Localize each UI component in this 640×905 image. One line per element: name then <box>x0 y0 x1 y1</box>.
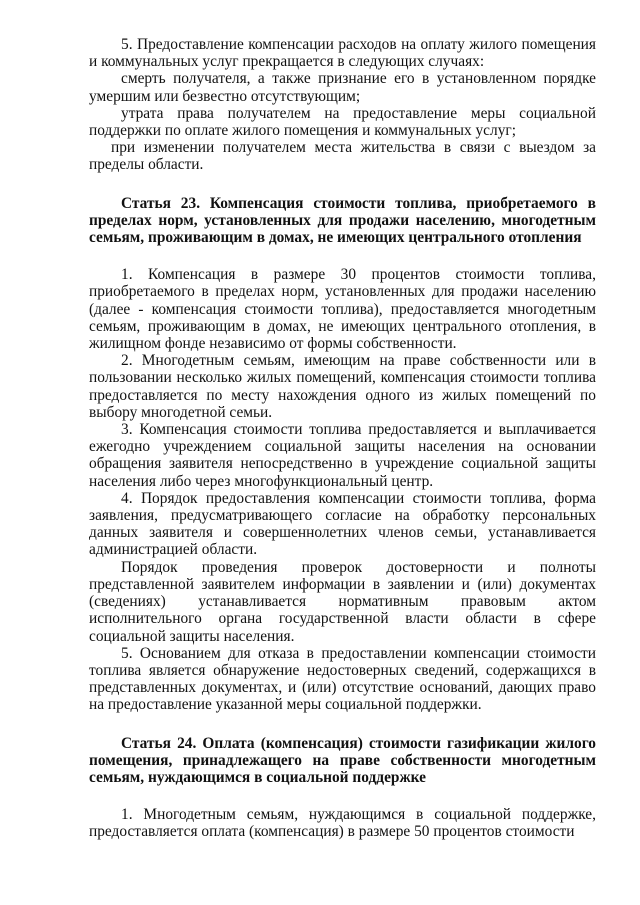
article-23-paragraph-5: 5. Основанием для отказа в предоставлении компенсации стоимости топлива является обнаружение недостоверных сведений, содержащихся в представленных документах, и (или) отсутствие оснований, дающих право на предоставление указанной меры социальной поддержки. <box>89 644 596 714</box>
spacer <box>89 714 596 735</box>
article-23-paragraph-2: 2. Многодетным семьям, имеющим на праве собственности или в пользовании несколько жилых помещений, компенсация стоимости топлива предоставляется по месту нахождения одного из жилых помещений по выбору многодетной семьи. <box>89 352 596 421</box>
article-23-paragraph-3: 3. Компенсация стоимости топлива предоставляется и выплачивается ежегодно учреждением социальной защиты населения на основании обращения заявителя непосредственно в учреждение социальной защиты населения либо через многофункциональный центр. <box>89 421 596 490</box>
spacer <box>89 786 596 806</box>
article-24-paragraph-1: 1. Многодетным семьям, нуждающимся в социальной поддержке, предоставляется оплата (компенсация) в размере 50 процентов стоимости <box>89 806 596 841</box>
intro-case-relocation: при изменении получателем места жительства в связи с выездом за пределы области. <box>89 139 596 174</box>
article-23-paragraph-4: 4. Порядок предоставления компенсации стоимости топлива, форма заявления, предусматривающего согласие на обработку персональных данных заявителя и совершеннолетних членов семьи, устанавливается администрацией области. <box>89 489 596 559</box>
article-24-body <box>89 806 596 840</box>
intro-case-death: смерть получателя, а также признание его в установленном порядке умершим или безвестно отсутствующим; <box>89 70 596 105</box>
article-23-paragraph-1: 1. Компенсация в размере 30 процентов стоимости топлива, приобретаемого в пределах норм, установленных для продажи населению (далее - компенсация стоимости топлива), предоставляется многодетным семьям, проживающим в домах, не имеющих центрального отопления, в жилищном фонде независимо от формы собственности. <box>89 266 596 353</box>
spacer <box>89 246 596 266</box>
article-23-heading: Статья 23. Компенсация стоимости топлива, приобретаемого в пределах норм, установленных для продажи населению, многодетным семьям, проживающим в домах, не имеющих центрального отопления <box>89 194 596 247</box>
intro-paragraph-5: 5. Предоставление компенсации расходов на оплату жилого помещения и коммунальных услуг прекращается в следующих случаях: <box>89 36 596 71</box>
intro-case-loss-of-right: утрата права получателем на предоставление меры социальной поддержки по оплате жилого помещения и коммунальных услуг; <box>89 104 596 140</box>
article-23-body <box>89 266 596 713</box>
spacer <box>89 174 596 195</box>
article-24-heading: Статья 24. Оплата (компенсация) стоимости газификации жилого помещения, принадлежащего на праве собственности многодетным семьям, нуждающимся в социальной поддержке <box>89 734 596 786</box>
article-23-paragraph-4-procedure: Порядок проведения проверок достоверности и полноты представленной заявителем информации в заявлении и (или) документах (сведениях) устанавливается нормативным правовым актом исполнительного органа государственной власти области в сфере социальной защиты населения. <box>89 558 596 645</box>
